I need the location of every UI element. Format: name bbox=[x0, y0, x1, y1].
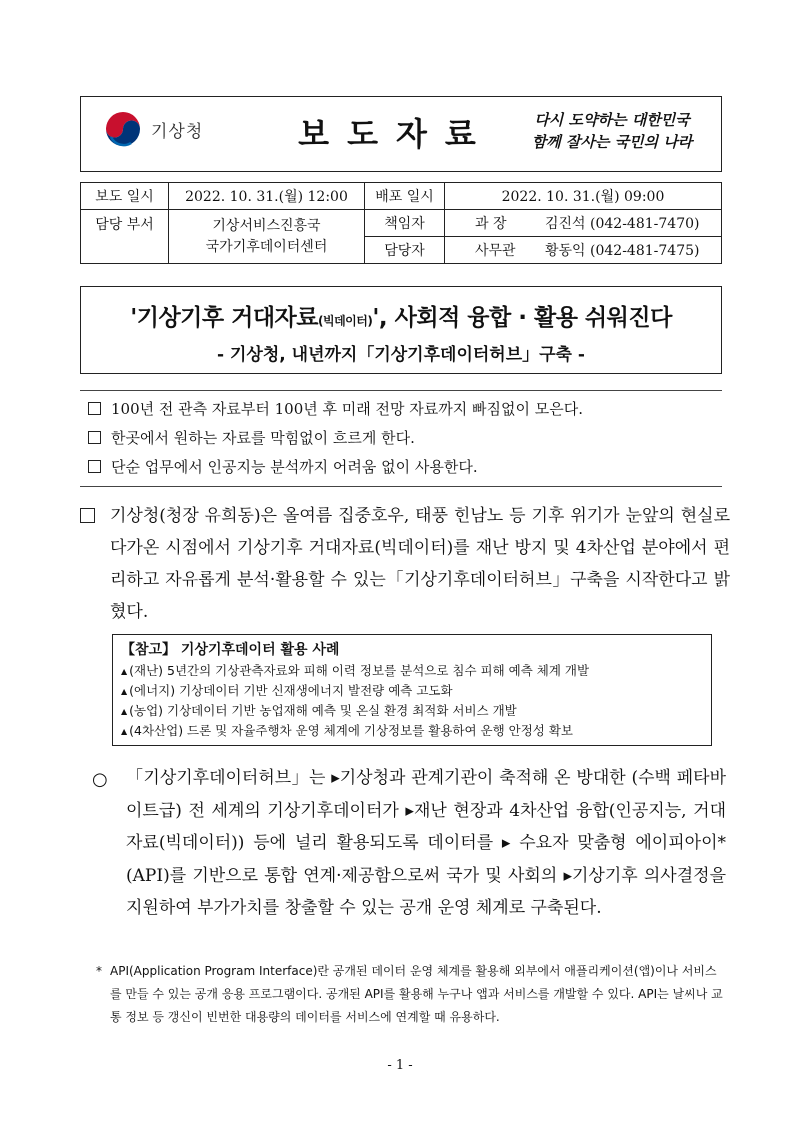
circle-bullet-icon: ○ bbox=[92, 769, 108, 790]
slogan-line-1: 다시 도약하는 대한민국 bbox=[534, 111, 690, 129]
square-bullet-icon bbox=[88, 431, 101, 444]
release-label: 보도 일시 bbox=[81, 183, 169, 210]
release-value: 2022. 10. 31.(월) 12:00 bbox=[169, 183, 365, 210]
page-title: 보도자료 bbox=[298, 115, 494, 153]
square-bullet-icon bbox=[88, 402, 101, 415]
hub-description-text: 「기상기후데이터허브」는 ▸기상청과 관계기관이 축적해 온 방대한 (수백 페타바이트급) 전 세계의 기상기후데이터가 ▸재난 현장과 4차산업 융합(인공지능, 거대자료(빅데이터)) 등에 널리 활용되도록 데이터를 ▸ 수요자 맞춤형 에이피아이*(API)를 기반으로 통합 연계·제공함으로써 국가 및 사회의 ▸기상기후 의사결정을 지원하여 부가가치를 창출할 수 있는 공개 운영 체계로 구축된다. bbox=[126, 768, 726, 918]
headline-box bbox=[80, 286, 722, 374]
logo-text: 기상청 bbox=[151, 121, 204, 142]
triangle-bullet-icon: ▲ bbox=[121, 687, 128, 696]
manager-role: 과 장 bbox=[475, 216, 507, 232]
manager-cell bbox=[445, 210, 722, 237]
summary-item bbox=[80, 453, 722, 482]
triangle-bullet-icon: ▲ bbox=[121, 727, 128, 736]
staff-role: 사무관 bbox=[475, 243, 516, 259]
staff-cell bbox=[445, 237, 722, 264]
square-bullet-icon bbox=[88, 460, 101, 473]
reference-item bbox=[121, 701, 703, 721]
slogan bbox=[517, 109, 707, 153]
summary-text: 100년 전 관측 자료부터 100년 후 미래 전망 자료까지 빠짐없이 모은다. bbox=[111, 400, 583, 418]
reference-box bbox=[112, 634, 712, 746]
page-number: - 1 - bbox=[387, 1058, 413, 1073]
manager-value: 김진석 (042-481-7470) bbox=[545, 216, 700, 232]
hub-description bbox=[86, 762, 726, 925]
headline-small: (빅데이터) bbox=[318, 314, 373, 328]
slogan-line-2: 함께 잘사는 국민의 나라 bbox=[531, 133, 693, 151]
manager-label: 책임자 bbox=[365, 210, 445, 237]
main-paragraph-text: 기상청(청장 유희동)은 올여름 집중호우, 태풍 힌남노 등 기후 위기가 눈앞의 현실로 다가온 시점에서 기상기후 거대자료(빅데이터)를 재난 방지 및 4차산업 분야에서 편리하고 자유롭게 분석·활용할 수 있는「기상기후데이터허브」구축을 시작한다고 밝혔다. bbox=[110, 506, 730, 622]
reference-item bbox=[121, 721, 703, 741]
dept-value bbox=[169, 210, 365, 264]
main-paragraph bbox=[80, 500, 730, 628]
headline bbox=[81, 299, 721, 332]
header-box bbox=[80, 96, 722, 172]
reference-item-text: (재난) 5년간의 기상관측자료와 피해 이력 정보를 분석으로 침수 피해 예측 체계 개발 bbox=[129, 663, 590, 678]
square-bullet-icon bbox=[80, 508, 95, 523]
footnote-text: API(Application Program Interface)란 공개된 데이터 운영 체계를 활용해 외부에서 애플리케이션(앱)이나 서비스를 만들 수 있는 공개 응용 프로그램이다. 공개된 API를 활용해 누구나 앱과 서비스를 개발할 수 있다. API는 날씨나 교통 정보 등 갱신이 빈번한 대용량의 데이터를 서비스에 연계할 때 유용하다. bbox=[110, 964, 723, 1024]
distribute-value: 2022. 10. 31.(월) 09:00 bbox=[445, 183, 722, 210]
triangle-bullet-icon: ▲ bbox=[121, 707, 128, 716]
reference-item-text: (4차산업) 드론 및 자율주행차 운영 체계에 기상정보를 활용하여 운행 안정성 확보 bbox=[129, 723, 573, 738]
subheadline: - 기상청, 내년까지「기상기후데이터허브」구축 - bbox=[217, 345, 585, 365]
staff-value: 황동익 (042-481-7475) bbox=[545, 243, 700, 259]
summary-text: 한곳에서 원하는 자료를 막힘없이 흐르게 한다. bbox=[111, 429, 415, 447]
reference-item-text: (농업) 기상데이터 기반 농업재해 예측 및 온실 환경 최적화 서비스 개발 bbox=[129, 703, 517, 718]
kma-logo bbox=[101, 107, 231, 151]
asterisk-icon: * bbox=[96, 964, 102, 978]
summary-text: 단순 업무에서 인공지능 분석까지 어려움 없이 사용한다. bbox=[111, 458, 478, 476]
reference-item bbox=[121, 661, 703, 681]
kma-emblem-icon bbox=[101, 107, 145, 151]
release-info-table bbox=[80, 182, 722, 264]
dept-label: 담당 부서 bbox=[81, 210, 169, 264]
dept-line-1: 기상서비스진흥국 bbox=[212, 217, 321, 234]
distribute-label: 배포 일시 bbox=[365, 183, 445, 210]
summary-box bbox=[80, 390, 722, 487]
headline-part-2: ', 사회적 융합 · 활용 쉬워진다 bbox=[372, 305, 672, 331]
headline-part-1: '기상기후 거대자료 bbox=[130, 305, 318, 331]
reference-title: 【참고】 기상기후데이터 활용 사례 bbox=[121, 642, 340, 658]
dept-line-2: 국가기후데이터센터 bbox=[205, 238, 328, 255]
summary-item bbox=[80, 395, 722, 424]
summary-item bbox=[80, 424, 722, 453]
reference-item-text: (에너지) 기상데이터 기반 신재생에너지 발전량 예측 고도화 bbox=[129, 683, 453, 698]
reference-item bbox=[121, 681, 703, 701]
footnote bbox=[96, 960, 726, 1029]
triangle-bullet-icon: ▲ bbox=[121, 667, 128, 676]
staff-label: 담당자 bbox=[365, 237, 445, 264]
